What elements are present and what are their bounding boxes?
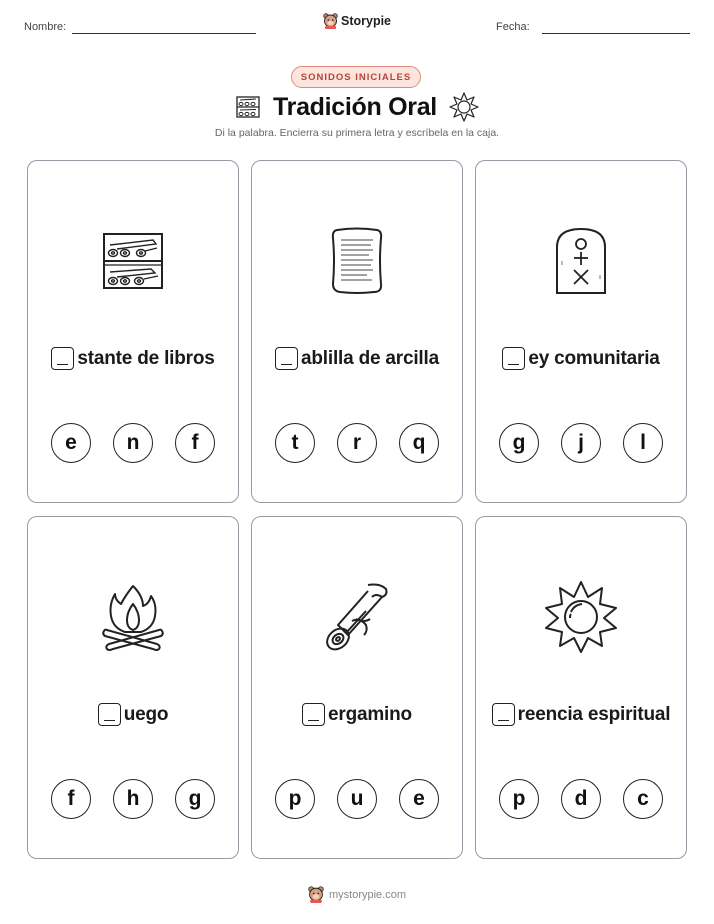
- letter-option[interactable]: g: [499, 423, 539, 463]
- letter-option[interactable]: p: [275, 779, 315, 819]
- date-label: Fecha:: [496, 21, 530, 33]
- letter-option[interactable]: f: [175, 423, 215, 463]
- stone-law-tablet-icon: [553, 225, 609, 297]
- letter-answer-box[interactable]: [51, 347, 74, 370]
- worksheet-title: Tradición Oral: [273, 92, 437, 121]
- word-card: [251, 516, 463, 859]
- letter-option[interactable]: l: [623, 423, 663, 463]
- word-row: [252, 703, 462, 726]
- word-card: [475, 516, 687, 859]
- letter-option[interactable]: h: [113, 779, 153, 819]
- bear-mascot-icon: [308, 886, 324, 903]
- word-ending: reencia espiritual: [517, 703, 671, 725]
- worksheet-header: [0, 0, 714, 46]
- letter-answer-box[interactable]: [502, 347, 525, 370]
- letter-options: [476, 423, 686, 463]
- letter-answer-box[interactable]: [98, 703, 121, 726]
- letter-option[interactable]: n: [113, 423, 153, 463]
- sun-icon: [449, 92, 479, 122]
- bear-mascot-icon: [323, 13, 338, 29]
- word-card: [27, 516, 239, 859]
- date-field[interactable]: [542, 33, 690, 34]
- word-card: [27, 160, 239, 503]
- bookshelf-icon: [101, 231, 165, 291]
- word-card: [251, 160, 463, 503]
- word-row: [28, 703, 238, 726]
- clay-tablet-icon: [329, 226, 385, 296]
- letter-option[interactable]: p: [499, 779, 539, 819]
- letter-answer-box[interactable]: [275, 347, 298, 370]
- letter-option[interactable]: u: [337, 779, 377, 819]
- letter-option[interactable]: r: [337, 423, 377, 463]
- letter-options: [28, 779, 238, 819]
- word-card: [475, 160, 687, 503]
- letter-answer-box[interactable]: [492, 703, 515, 726]
- footer: [0, 886, 714, 903]
- topic-badge: SONIDOS INICIALES: [291, 66, 421, 88]
- word-row: [28, 347, 238, 370]
- letter-answer-box[interactable]: [302, 703, 325, 726]
- letter-option[interactable]: t: [275, 423, 315, 463]
- brand-logo: [323, 13, 391, 29]
- letter-options: [252, 423, 462, 463]
- bookshelf-icon: [235, 94, 261, 120]
- letter-option[interactable]: e: [399, 779, 439, 819]
- instructions: Di la palabra. Encierra su primera letra y escríbela en la caja.: [214, 127, 500, 139]
- scroll-icon: [322, 581, 392, 653]
- word-row: [252, 347, 462, 370]
- campfire-icon: [101, 582, 165, 652]
- word-ending: uego: [123, 703, 169, 725]
- name-label: Nombre:: [24, 21, 67, 33]
- letter-option[interactable]: f: [51, 779, 91, 819]
- letter-option[interactable]: e: [51, 423, 91, 463]
- letter-option[interactable]: j: [561, 423, 601, 463]
- word-ending: ergamino: [328, 703, 412, 725]
- letter-option[interactable]: g: [175, 779, 215, 819]
- brand-name: Storypie: [341, 14, 392, 28]
- letter-option[interactable]: d: [561, 779, 601, 819]
- word-row: [476, 703, 686, 726]
- name-field[interactable]: [72, 33, 256, 34]
- sun-icon: [544, 580, 618, 654]
- footer-url[interactable]: mystorypie.com: [328, 888, 407, 901]
- letter-options: [252, 779, 462, 819]
- word-ending: ablilla de arcilla: [301, 347, 439, 369]
- letter-options: [476, 779, 686, 819]
- word-ending: stante de libros: [77, 347, 215, 369]
- word-ending: ey comunitaria: [528, 347, 660, 369]
- letter-options: [28, 423, 238, 463]
- word-row: [476, 347, 686, 370]
- letter-option[interactable]: q: [399, 423, 439, 463]
- title-row: [0, 92, 714, 122]
- letter-option[interactable]: c: [623, 779, 663, 819]
